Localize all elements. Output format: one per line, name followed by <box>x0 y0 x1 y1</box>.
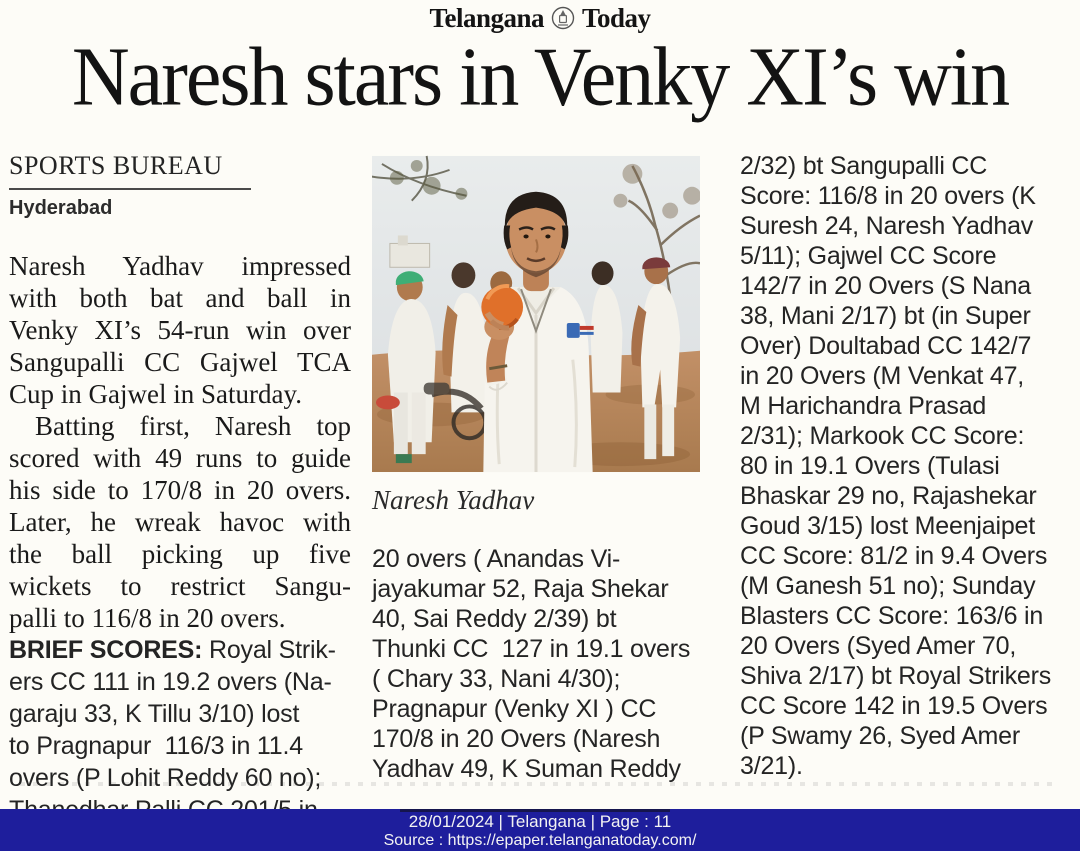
text-line: Venky XI’s 54-run win over <box>9 315 351 345</box>
text-line: garaju 33, K Tillu 3/10) lost <box>9 700 300 728</box>
text-line: Bhaskar 29 no, Rajashekar <box>740 482 1037 510</box>
telangana-today-crest-icon <box>551 5 575 31</box>
text-line: (M Ganesh 51 no); Sunday <box>740 572 1036 600</box>
text-line: 142/7 in 20 Overs (S Nana <box>740 272 1031 300</box>
text-line: Goud 3/15) lost Meenjaipet <box>740 512 1035 540</box>
photo-building <box>390 243 430 267</box>
text-line: Yadhav 49, K Suman Reddy <box>372 755 681 783</box>
masthead-word-right: Today <box>582 2 651 33</box>
text-line: Cup in Gajwel in Saturday. <box>9 379 302 409</box>
article-photo <box>372 155 700 473</box>
text-line: scored with 49 runs to guide <box>9 443 351 473</box>
scores-column-middle <box>372 544 700 784</box>
text-line: overs (P Lohit Reddy 60 no); <box>9 764 322 792</box>
text-line: with both bat and ball in <box>9 283 351 313</box>
column-middle <box>372 151 700 826</box>
text-line: 170/8 in 20 Overs (Naresh <box>372 725 661 753</box>
brief-scores-first-rest: Royal Strik- <box>202 636 336 664</box>
text-line: Pragnapur (Venky XI ) CC <box>372 695 657 723</box>
article-body <box>0 151 1080 826</box>
scores-column-right <box>740 151 1064 781</box>
text-line: 20 Overs (Syed Amer 70, <box>740 632 1017 660</box>
text-line: 2/31); Markook CC Score: <box>740 422 1025 450</box>
footer-date-page: 28/01/2024 | Telangana | Page : 11 <box>408 812 672 831</box>
column-left <box>9 151 351 826</box>
second-paragraph <box>9 410 351 634</box>
masthead <box>0 0 1080 33</box>
epaper-footer-bar <box>0 809 1080 851</box>
text-line: Thunki CC 127 in 19.1 overs <box>372 635 691 663</box>
article-headline: Naresh stars in Venky XI’s win <box>71 31 1009 124</box>
text-line: palli to 116/8 in 20 overs. <box>9 603 286 633</box>
text-line: 20 overs ( Anandas Vi- <box>372 545 621 573</box>
text-line: the ball picking up five <box>9 539 351 569</box>
text-line: Sangupalli CC Gajwel TCA <box>9 347 351 377</box>
photo-red-object <box>376 396 400 410</box>
text-line: Suresh 24, Naresh Yadhav <box>740 212 1034 240</box>
text-line: his side to 170/8 in 20 overs. <box>9 475 351 505</box>
text-line: in 20 Overs (M Venkat 47, <box>740 362 1025 390</box>
text-line: (P Swamy 26, Syed Amer <box>740 722 1020 750</box>
text-line: 40, Sai Reddy 2/39) bt <box>372 605 617 633</box>
footer-dark-notch <box>400 809 670 812</box>
text-line: Later, he wreak havoc with <box>9 507 351 537</box>
text-line: M Harichandra Prasad <box>740 392 987 420</box>
text-line: CC Score: 81/2 in 9.4 Overs <box>740 542 1048 570</box>
text-line: 5/11); Gajwel CC Score <box>740 242 997 270</box>
text-line: Blasters CC Score: 163/6 in <box>740 602 1044 630</box>
text-line: ( Chary 33, Nani 4/30); <box>372 665 621 693</box>
dateline: Hyderabad <box>9 197 113 219</box>
text-line: jayakumar 52, Raja Shekar <box>372 575 669 603</box>
column-right <box>740 151 1064 826</box>
lead-paragraph <box>9 250 351 410</box>
photo-caption: Naresh Yadhav <box>372 485 535 515</box>
text-line: Score: 116/8 in 20 overs (K <box>740 182 1036 210</box>
text-line: Over) Doultabad CC 142/7 <box>740 332 1032 360</box>
brief-scores-label: BRIEF SCORES: <box>9 636 203 664</box>
text-line: 2/32) bt Sangupalli CC <box>740 152 988 180</box>
text-line: Batting first, Naresh top <box>35 411 351 441</box>
text-line: to Pragnapur 116/3 in 11.4 <box>9 732 303 760</box>
text-line: 80 in 19.1 Overs (Tulasi <box>740 452 1000 480</box>
scan-artifact-line <box>20 782 1060 786</box>
text-line: 3/21). <box>740 752 803 780</box>
text-line: Naresh Yadhav impressed <box>9 251 351 281</box>
text-line: ers CC 111 in 19.2 overs (Na- <box>9 668 332 696</box>
byline: SPORTS BUREAU <box>9 151 251 190</box>
masthead-word-left: Telangana <box>429 2 544 33</box>
text-line: 38, Mani 2/17) bt (in Super <box>740 302 1031 330</box>
brief-scores-first-line <box>9 634 351 666</box>
text-line: Shiva 2/17) bt Royal Strikers <box>740 662 1051 690</box>
footer-source-url: Source : https://epaper.telanganatoday.com/ <box>383 832 697 849</box>
text-line: CC Score 142 in 19.5 Overs <box>740 692 1048 720</box>
brief-scores-lines <box>9 666 351 826</box>
text-line: wickets to restrict Sangu- <box>9 571 351 601</box>
